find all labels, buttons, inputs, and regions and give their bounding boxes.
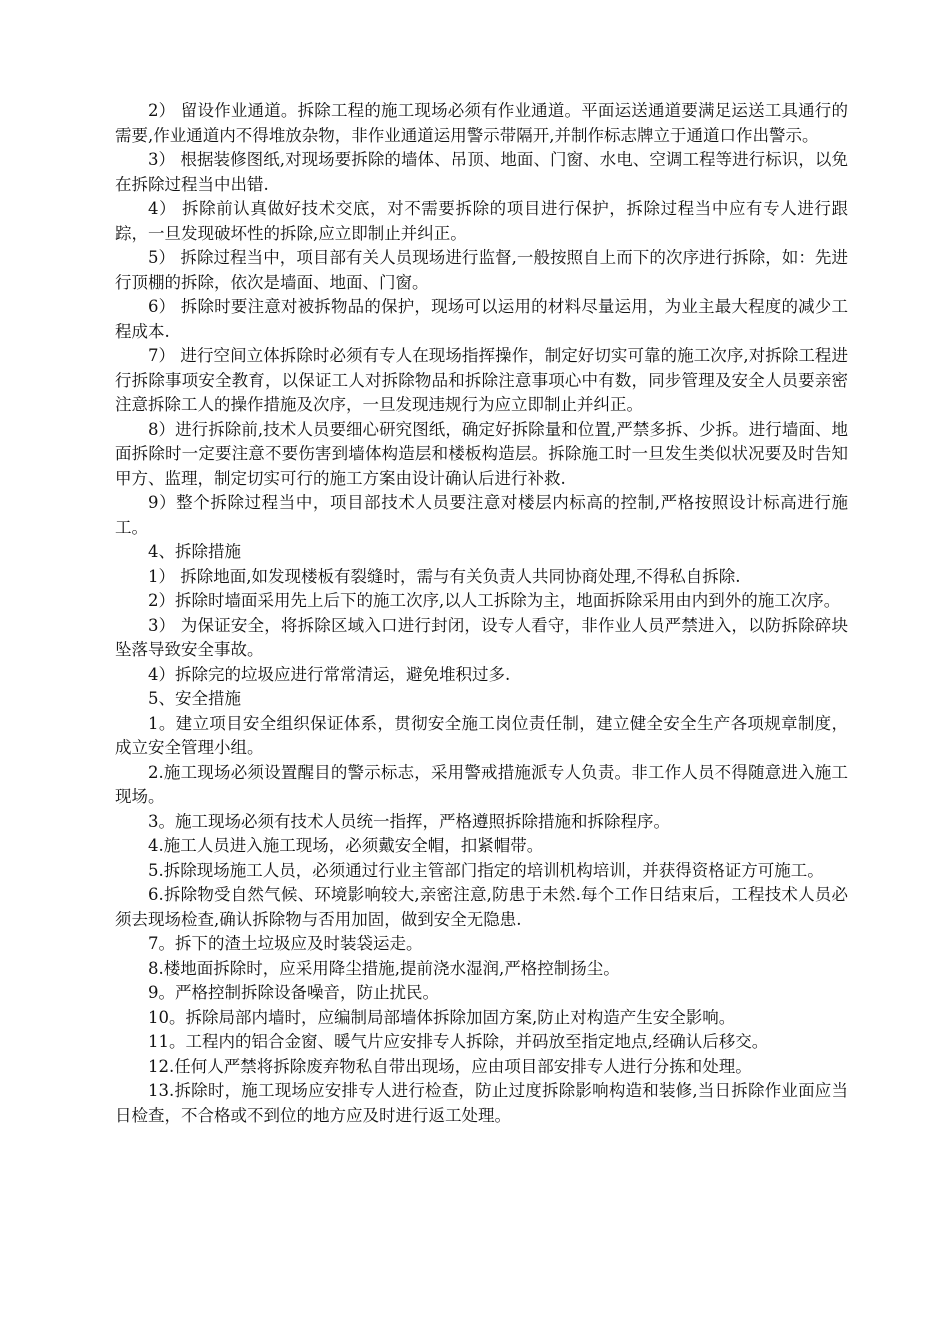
- safety-item-13: 13.拆除时，施工现场应安排专人进行检查，防止过度拆除影响构造和装修,当日拆除作业面应当日检查，不合格或不到位的地方应及时进行返工处理。: [115, 1081, 848, 1125]
- safety-item-2: 2.施工现场必须设置醒目的警示标志，采用警戒措施派专人负责。非工作人员不得随意进入施工现场。: [115, 762, 848, 806]
- measure-item-4: 4）拆除完的垃圾应进行常常清运，避免堆积过多.: [148, 664, 511, 684]
- safety-item-9: 9。严格控制拆除设备噪音，防止扰民。: [148, 983, 439, 1002]
- paragraph-item-6: 6） 拆除时要注意对被拆物品的保护，现场可以运用的材料尽量运用，为业主最大程度的减少工程成本.: [115, 297, 848, 341]
- paragraph-item-7: 7） 进行空间立体拆除时必须有专人在现场指挥操作，制定好切实可靠的施工次序,对拆除工程进行拆除事项安全教育，以保证工人对拆除物品和拆除注意事项心中有数，同步管理及安全人员要亲密注意拆除工人的操作措施及次序，一旦发现违规行为应立即制止并纠正。: [115, 346, 848, 414]
- safety-item-1: 1。建立项目安全组织保证体系，贯彻安全施工岗位责任制，建立健全安全生产各项规章制度，成立安全管理小组。: [115, 713, 848, 757]
- safety-item-5: 5.拆除现场施工人员，必须通过行业主管部门指定的培训机构培训，并获得资格证方可施工。: [148, 860, 824, 880]
- safety-item-6: 6.拆除物受自然气候、环境影响较大,亲密注意,防患于未然.每个工作日结束后，工程技术人员必须去现场检查,确认拆除物与否用加固，做到安全无隐患.: [115, 885, 848, 929]
- safety-item-3: 3。施工现场必须有技术人员统一指挥，严格遵照拆除措施和拆除程序。: [148, 811, 670, 831]
- safety-item-11: 11。工程内的铝合金窗、暖气片应安排专人拆除，并码放至指定地点,经确认后移交。: [148, 1032, 769, 1051]
- safety-item-4: 4.施工人员进入施工现场，必须戴安全帽，扣紧帽带。: [148, 836, 544, 855]
- paragraph-item-8: 8）进行拆除前,技术人员要细心研究图纸，确定好拆除量和位置,严禁多拆、少拆。进行墙面、地面拆除时一定要注意不要伤害到墙体构造层和楼板构造层。拆除施工时一旦发生类似状况要及时告知甲方、监理，制定切实可行的施工方案由设计确认后进行补救.: [115, 419, 848, 488]
- measure-item-1: 1） 拆除地面,如发现楼板有裂缝时，需与有关负责人共同协商处理,不得私自拆除.: [148, 566, 741, 586]
- safety-item-7: 7。拆下的渣土垃圾应及时装袋运走。: [148, 934, 423, 953]
- safety-item-12: 12.任何人严禁将拆除废弃物私自带出现场，应由项目部安排专人进行分拣和处理。: [148, 1056, 752, 1076]
- section-heading-safety-measures: 5、安全措施: [148, 689, 241, 708]
- section-heading-demolition-measures: 4、拆除措施: [148, 542, 241, 561]
- paragraph-item-3: 3） 根据装修图纸,对现场要拆除的墙体、吊顶、地面、门窗、水电、空调工程等进行标识，以免在拆除过程当中出错.: [115, 150, 848, 194]
- document-page: [115, 99, 848, 1128]
- measure-item-2: 2）拆除时墙面采用先上后下的施工次序,以人工拆除为主，地面拆除采用由内到外的施工次序。: [148, 591, 841, 610]
- safety-item-8: 8.楼地面拆除时，应采用降尘措施,提前浇水湿润,严格控制扬尘。: [148, 958, 620, 978]
- paragraph-item-4: 4） 拆除前认真做好技术交底，对不需要拆除的项目进行保护，拆除过程当中应有专人进行跟踪，一旦发现破坏性的拆除,应立即制止并纠正。: [115, 199, 848, 243]
- safety-item-10: 10。拆除局部内墙时，应编制局部墙体拆除加固方案,防止对构造产生安全影响。: [148, 1007, 736, 1027]
- paragraph-item-5: 5） 拆除过程当中，项目部有关人员现场进行监督,一般按照自上而下的次序进行拆除，如：先进行顶棚的拆除，依次是墙面、地面、门窗。: [115, 248, 848, 292]
- measure-item-3: 3） 为保证安全，将拆除区域入口进行封闭，设专人看守，非作业人员严禁进入，以防拆除碎块坠落导致安全事故。: [115, 615, 848, 659]
- paragraph-item-2: 2） 留设作业通道。拆除工程的施工现场必须有作业通道。平面运送通道要满足运送工具通行的需要,作业通道内不得堆放杂物，非作业通道运用警示带隔开,并制作标志牌立于通道口作出警示。: [115, 101, 848, 145]
- paragraph-item-9: 9）整个拆除过程当中，项目部技术人员要注意对楼层内标高的控制,严格按照设计标高进行施工。: [115, 493, 848, 537]
